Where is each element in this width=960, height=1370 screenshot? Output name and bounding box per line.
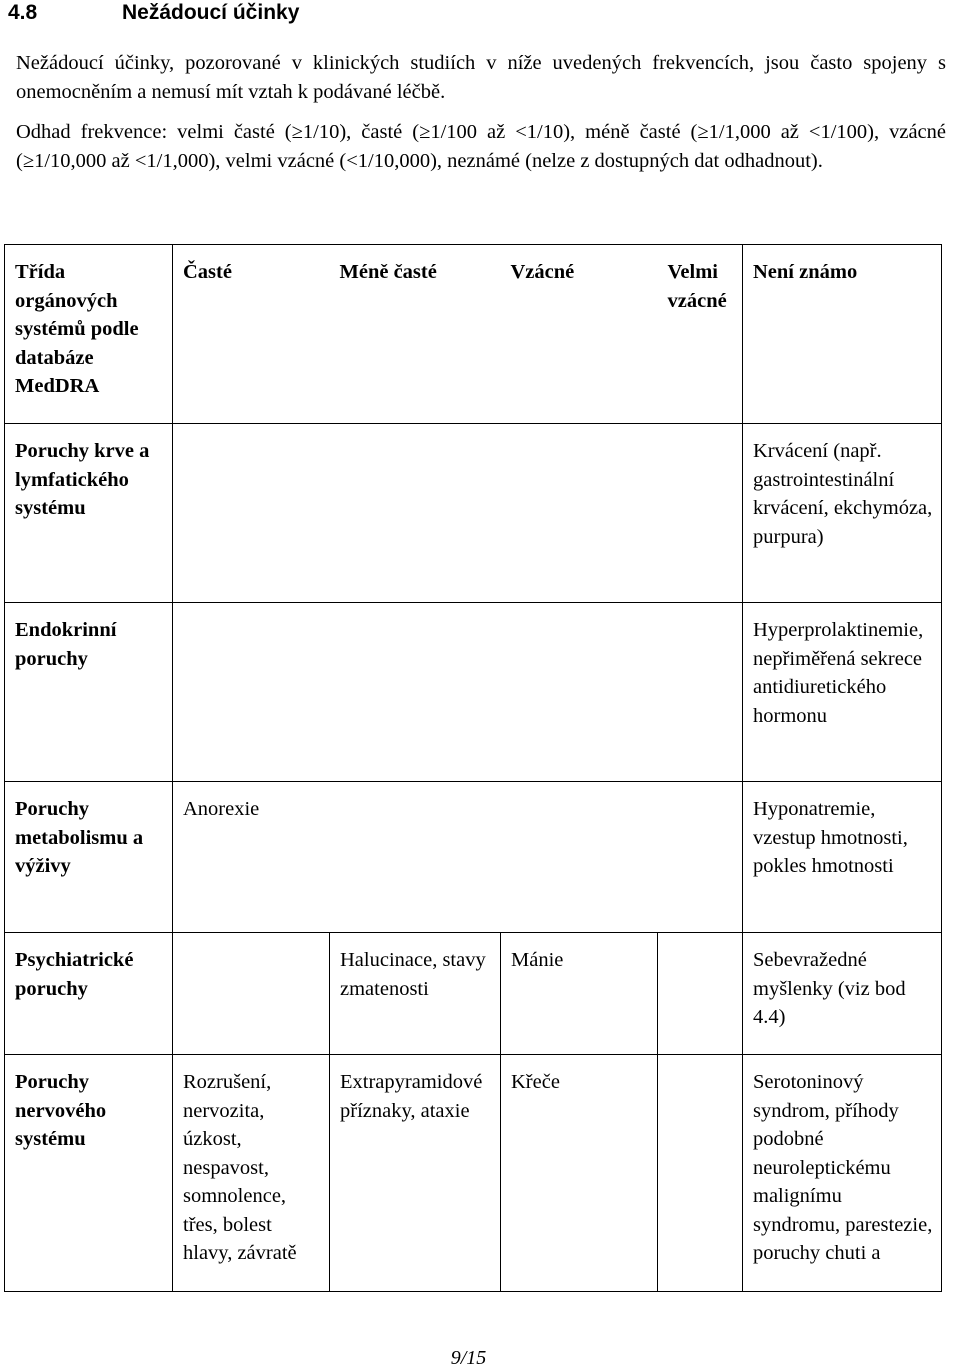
row-rare: Mánie (501, 933, 658, 1055)
row-merged-empty (173, 603, 743, 782)
row-rare: Křeče (501, 1055, 658, 1292)
row-soc: Endokrinní poruchy (5, 603, 173, 782)
adverse-effects-table (4, 244, 942, 1292)
header-uncommon: Méně časté (330, 245, 501, 424)
row-common: Rozrušení, nervozita, úzkost, nespavost, somnolence, třes, bolest hlavy, závratě (173, 1055, 330, 1292)
table-row (5, 933, 942, 1055)
section-title: Nežádoucí účinky (122, 1, 300, 24)
header-unknown: Není známo (743, 245, 942, 424)
row-soc: Poruchy nervového systému (5, 1055, 173, 1292)
row-uncommon: Extrapyramidové příznaky, ataxie (330, 1055, 501, 1292)
table-row (5, 603, 942, 782)
header-common: Časté (173, 245, 330, 424)
table-row (5, 782, 942, 933)
row-uncommon: Halucinace, stavy zmatenosti (330, 933, 501, 1055)
frequency-paragraph: Odhad frekvence: velmi časté (≥1/10), časté (≥1/100 až <1/10), méně časté (≥1/1,000 až <1/100), vzácné (≥1/10,000 až <1/1,000), velmi vzácné (<1/10,000), neznámé (nelze z dostupných dat odhadnout). (16, 121, 946, 172)
intro-paragraph: Nežádoucí účinky, pozorované v klinických studiích v níže uvedených frekvencích, jsou často spojeny s onemocněním a nemusí mít vztah k podávané léčbě. (16, 52, 946, 103)
row-common: Anorexie (173, 782, 743, 933)
row-very-rare (658, 933, 743, 1055)
section-heading (8, 0, 299, 26)
row-unknown: Serotoninový syndrom, příhody podobné neuroleptickému malignímu syndromu, parestezie, poruchy chuti a (743, 1055, 942, 1292)
row-unknown: Krvácení (např. gastrointestinální krvácení, ekchymóza, purpura) (743, 424, 942, 603)
section-number: 4.8 (8, 1, 38, 24)
page-number: 9/15 (450, 1347, 487, 1369)
row-unknown: Hyperprolaktinemie, nepřiměřená sekrece antidiuretického hormonu (743, 603, 942, 782)
row-very-rare (658, 1055, 743, 1292)
row-merged-empty (173, 424, 743, 603)
row-common (173, 933, 330, 1055)
row-soc: Poruchy metabolismu a výživy (5, 782, 173, 933)
row-unknown: Hyponatremie, vzestup hmotnosti, pokles hmotnosti (743, 782, 942, 933)
header-soc: Třída orgánových systémů podle databáze MedDRA (5, 245, 173, 424)
table-row (5, 424, 942, 603)
header-rare: Vzácné (501, 245, 658, 424)
row-unknown: Sebevražedné myšlenky (viz bod 4.4) (743, 933, 942, 1055)
row-soc: Psychiatrické poruchy (5, 933, 173, 1055)
table-row (5, 1055, 942, 1292)
header-very-rare: Velmi vzácné (658, 245, 743, 424)
row-soc: Poruchy krve a lymfatického systému (5, 424, 173, 603)
table-header-row (5, 245, 942, 424)
